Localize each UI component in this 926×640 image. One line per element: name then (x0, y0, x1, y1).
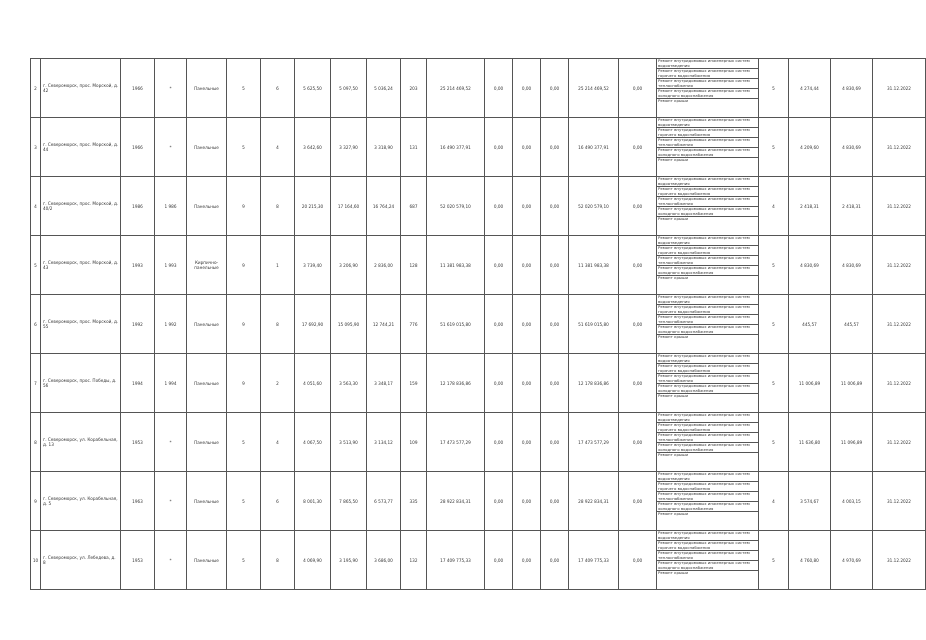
work-item: Ремонт внутридомовых инженерных систем водоотведения (657, 472, 758, 482)
other-funds-cell: 0,00 (619, 295, 657, 354)
owners-funds-cell: 12 178 836,86 (569, 354, 619, 413)
owners-funds-cell: 52 020 579,10 (569, 177, 619, 236)
completion-date-cell: 31.12.2022 (873, 295, 926, 354)
row-number: 3 (31, 118, 41, 177)
unit-cost-cell: 445,57 (789, 295, 831, 354)
wall-material-cell: Панельные (187, 177, 227, 236)
work-item: Ремонт крыши (658, 216, 689, 221)
residents-cell: 109 (401, 413, 427, 472)
work-item: Ремонт внутридомовых инженерных систем горячего водоснабжения (657, 305, 758, 315)
year-built-cell: 1994 (121, 354, 155, 413)
total-cost-cell: 16 490 377,91 (427, 118, 485, 177)
residents-cell: 132 (401, 531, 427, 590)
wall-material-cell: Панельные (187, 472, 227, 531)
work-item: Ремонт внутридомовых инженерных систем холодного водоснабжения (657, 148, 758, 158)
regional-budget-cell: 0,00 (513, 295, 541, 354)
floors-cell: 5 (227, 59, 261, 118)
table-row (31, 177, 926, 236)
residential-area-cell: 12 744,21 (367, 295, 401, 354)
residential-area-cell: 5 036,24 (367, 59, 401, 118)
municipal-budget-cell: 0,00 (541, 177, 569, 236)
max-unit-cost-cell: 4 830,69 (831, 118, 873, 177)
entrances-cell: 8 (261, 531, 295, 590)
unit-cost-cell: 4 760,80 (789, 531, 831, 590)
year-built-cell: 1963 (121, 472, 155, 531)
table-row (31, 118, 926, 177)
work-item: Ремонт внутридомовых инженерных систем холодного водоснабжения (657, 384, 758, 394)
owners-funds-cell: 11 381 983,38 (569, 236, 619, 295)
max-unit-cost-cell: 445,57 (831, 295, 873, 354)
completion-date-cell: 31.12.2022 (873, 118, 926, 177)
work-item: Ремонт внутридомовых инженерных систем теплоснабжения (657, 197, 758, 207)
total-area-cell: 3 739,40 (295, 236, 331, 295)
work-item: Ремонт внутридомовых инженерных систем теплоснабжения (657, 551, 758, 561)
fund-cost-cell: 0,00 (485, 177, 513, 236)
floors-cell: 5 (227, 531, 261, 590)
work-item: Ремонт внутридомовых инженерных систем теплоснабжения (657, 492, 758, 502)
year-commissioned-cell: * (155, 472, 187, 531)
work-item: Ремонт внутридомовых инженерных систем холодного водоснабжения (657, 561, 758, 571)
work-item: Ремонт внутридомовых инженерных систем водоотведения (657, 354, 758, 364)
residents-cell: 335 (401, 472, 427, 531)
unit-cost-cell: 3 574,67 (789, 472, 831, 531)
entrances-cell: 6 (261, 472, 295, 531)
table-row (31, 59, 926, 118)
work-type-code-cell: 4 (759, 177, 789, 236)
owners-funds-cell: 17 473 577,29 (569, 413, 619, 472)
regional-budget-cell: 0,00 (513, 354, 541, 413)
living-area-cell: 17 164,60 (331, 177, 367, 236)
residential-area-cell: 3 134,12 (367, 413, 401, 472)
work-item: Ремонт внутридомовых инженерных систем теплоснабжения (657, 433, 758, 443)
floors-cell: 5 (227, 118, 261, 177)
regional-budget-cell: 0,00 (513, 59, 541, 118)
works-list-cell (657, 472, 759, 531)
year-commissioned-cell: 1 986 (155, 177, 187, 236)
work-type-code-cell: 5 (759, 118, 789, 177)
table-row (31, 295, 926, 354)
work-item: Ремонт внутридомовых инженерных систем водоотведения (657, 295, 758, 305)
entrances-cell: 4 (261, 413, 295, 472)
entrances-cell: 2 (261, 354, 295, 413)
other-funds-cell: 0,00 (619, 236, 657, 295)
total-area-cell: 8 001,30 (295, 472, 331, 531)
work-item: Ремонт внутридомовых инженерных систем холодного водоснабжения (657, 325, 758, 335)
wall-material-cell: Панельные (187, 413, 227, 472)
entrances-cell: 6 (261, 59, 295, 118)
row-number: 7 (31, 354, 41, 413)
year-commissioned-cell: * (155, 531, 187, 590)
work-item: Ремонт крыши (658, 98, 689, 103)
total-area-cell: 17 692,90 (295, 295, 331, 354)
other-funds-cell: 0,00 (619, 472, 657, 531)
living-area-cell: 5 097,50 (331, 59, 367, 118)
work-item: Ремонт внутридомовых инженерных систем теплоснабжения (657, 138, 758, 148)
living-area-cell: 3 206,90 (331, 236, 367, 295)
residents-cell: 131 (401, 118, 427, 177)
completion-date-cell: 31.12.2022 (873, 59, 926, 118)
work-item: Ремонт внутридомовых инженерных систем водоотведения (657, 118, 758, 128)
municipal-budget-cell: 0,00 (541, 354, 569, 413)
wall-material-cell: Панельные (187, 295, 227, 354)
unit-cost-cell: 2 418,31 (789, 177, 831, 236)
municipal-budget-cell: 0,00 (541, 59, 569, 118)
address-cell: г. Североморск, прос. Морской, д. 44 (41, 118, 121, 177)
other-funds-cell: 0,00 (619, 413, 657, 472)
regional-budget-cell: 0,00 (513, 472, 541, 531)
living-area-cell: 3 195,90 (331, 531, 367, 590)
year-commissioned-cell: * (155, 118, 187, 177)
unit-cost-cell: 11 006,89 (789, 354, 831, 413)
regional-budget-cell: 0,00 (513, 118, 541, 177)
address-cell: г. Североморск, прос. Морской, д. 55 (41, 295, 121, 354)
max-unit-cost-cell: 4 970,69 (831, 531, 873, 590)
work-item: Ремонт внутридомовых инженерных систем холодного водоснабжения (657, 266, 758, 276)
year-commissioned-cell: 1 994 (155, 354, 187, 413)
address-cell: г. Североморск, прос. Победы, д. 56 (41, 354, 121, 413)
max-unit-cost-cell: 11 006,89 (831, 354, 873, 413)
year-built-cell: 1993 (121, 236, 155, 295)
municipal-budget-cell: 0,00 (541, 118, 569, 177)
work-item: Ремонт внутридомовых инженерных систем холодного водоснабжения (657, 443, 758, 453)
owners-funds-cell: 51 619 015,80 (569, 295, 619, 354)
work-item: Ремонт внутридомовых инженерных систем водоотведения (657, 177, 758, 187)
work-type-code-cell: 5 (759, 413, 789, 472)
floors-cell: 9 (227, 354, 261, 413)
work-item: Ремонт внутридомовых инженерных систем водоотведения (657, 531, 758, 541)
owners-funds-cell: 16 490 377,91 (569, 118, 619, 177)
wall-material-cell: Панельные (187, 354, 227, 413)
work-item: Ремонт внутридомовых инженерных систем водоотведения (657, 413, 758, 423)
residential-area-cell: 6 573,77 (367, 472, 401, 531)
wall-material-cell: Панельные (187, 59, 227, 118)
unit-cost-cell: 4 209,60 (789, 118, 831, 177)
row-number: 8 (31, 413, 41, 472)
max-unit-cost-cell: 2 418,31 (831, 177, 873, 236)
fund-cost-cell: 0,00 (485, 59, 513, 118)
work-item: Ремонт внутридомовых инженерных систем горячего водоснабжения (657, 423, 758, 433)
municipal-budget-cell: 0,00 (541, 531, 569, 590)
works-list-cell (657, 531, 759, 590)
total-cost-cell: 11 381 983,38 (427, 236, 485, 295)
municipal-budget-cell: 0,00 (541, 413, 569, 472)
total-cost-cell: 28 922 834,31 (427, 472, 485, 531)
total-cost-cell: 12 178 836,86 (427, 354, 485, 413)
floors-cell: 9 (227, 295, 261, 354)
entrances-cell: 8 (261, 177, 295, 236)
completion-date-cell: 31.12.2022 (873, 177, 926, 236)
works-list-cell (657, 236, 759, 295)
other-funds-cell: 0,00 (619, 177, 657, 236)
year-commissioned-cell: 1 992 (155, 295, 187, 354)
fund-cost-cell: 0,00 (485, 118, 513, 177)
fund-cost-cell: 0,00 (485, 354, 513, 413)
owners-funds-cell: 17 409 775,33 (569, 531, 619, 590)
other-funds-cell: 0,00 (619, 354, 657, 413)
max-unit-cost-cell: 4 830,69 (831, 59, 873, 118)
year-built-cell: 1986 (121, 177, 155, 236)
work-type-code-cell: 5 (759, 354, 789, 413)
total-area-cell: 3 642,60 (295, 118, 331, 177)
row-number: 9 (31, 472, 41, 531)
residents-cell: 203 (401, 59, 427, 118)
work-type-code-cell: 4 (759, 472, 789, 531)
total-area-cell: 5 625,50 (295, 59, 331, 118)
living-area-cell: 3 513,90 (331, 413, 367, 472)
row-number: 10 (31, 531, 41, 590)
total-area-cell: 4 069,90 (295, 531, 331, 590)
address-cell: г. Североморск, ул. Корабельная, д. 13 (41, 413, 121, 472)
work-item: Ремонт внутридомовых инженерных систем теплоснабжения (657, 256, 758, 266)
work-item: Ремонт внутридомовых инженерных систем теплоснабжения (657, 79, 758, 89)
fund-cost-cell: 0,00 (485, 236, 513, 295)
other-funds-cell: 0,00 (619, 118, 657, 177)
residential-area-cell: 3 318,90 (367, 118, 401, 177)
works-list-cell (657, 59, 759, 118)
owners-funds-cell: 28 922 834,31 (569, 472, 619, 531)
other-funds-cell: 0,00 (619, 531, 657, 590)
address-cell: г. Североморск, прос. Морской, д. 40/2 (41, 177, 121, 236)
municipal-budget-cell: 0,00 (541, 295, 569, 354)
max-unit-cost-cell: 11 096,89 (831, 413, 873, 472)
work-type-code-cell: 5 (759, 531, 789, 590)
total-cost-cell: 52 020 579,10 (427, 177, 485, 236)
work-type-code-cell: 5 (759, 295, 789, 354)
municipal-budget-cell: 0,00 (541, 472, 569, 531)
regional-budget-cell: 0,00 (513, 177, 541, 236)
work-type-code-cell: 5 (759, 59, 789, 118)
year-commissioned-cell: * (155, 413, 187, 472)
work-item: Ремонт внутридомовых инженерных систем горячего водоснабжения (657, 541, 758, 551)
work-item: Ремонт внутридомовых инженерных систем горячего водоснабжения (657, 482, 758, 492)
work-item: Ремонт внутридомовых инженерных систем холодного водоснабжения (657, 207, 758, 217)
table-row (31, 236, 926, 295)
year-built-cell: 1966 (121, 59, 155, 118)
address-cell: г. Североморск, ул. Корабельная, д. 5 (41, 472, 121, 531)
works-list-cell (657, 118, 759, 177)
works-list-cell (657, 354, 759, 413)
year-built-cell: 1992 (121, 295, 155, 354)
table-row (31, 413, 926, 472)
residential-area-cell: 2 836,00 (367, 236, 401, 295)
regional-budget-cell: 0,00 (513, 413, 541, 472)
work-item: Ремонт внутридомовых инженерных систем водоотведения (657, 59, 758, 69)
row-number: 2 (31, 59, 41, 118)
wall-material-cell: Панельные (187, 118, 227, 177)
year-commissioned-cell: * (155, 59, 187, 118)
floors-cell: 5 (227, 472, 261, 531)
floors-cell: 9 (227, 177, 261, 236)
floors-cell: 5 (227, 413, 261, 472)
max-unit-cost-cell: 4 830,69 (831, 236, 873, 295)
residents-cell: 687 (401, 177, 427, 236)
work-item: Ремонт внутридомовых инженерных систем горячего водоснабжения (657, 187, 758, 197)
total-area-cell: 4 051,60 (295, 354, 331, 413)
work-type-code-cell: 5 (759, 236, 789, 295)
row-number: 4 (31, 177, 41, 236)
residents-cell: 159 (401, 354, 427, 413)
completion-date-cell: 31.12.2022 (873, 413, 926, 472)
total-cost-cell: 51 619 015,80 (427, 295, 485, 354)
year-built-cell: 1953 (121, 413, 155, 472)
living-area-cell: 15 095,90 (331, 295, 367, 354)
fund-cost-cell: 0,00 (485, 531, 513, 590)
residential-area-cell: 3 348,17 (367, 354, 401, 413)
entrances-cell: 4 (261, 118, 295, 177)
works-list-cell (657, 177, 759, 236)
work-item: Ремонт крыши (658, 452, 689, 457)
housing-register-table (30, 58, 926, 590)
unit-cost-cell: 11 636,80 (789, 413, 831, 472)
year-built-cell: 1966 (121, 118, 155, 177)
wall-material-cell: Панельные (187, 531, 227, 590)
living-area-cell: 3 563,30 (331, 354, 367, 413)
completion-date-cell: 31.12.2022 (873, 236, 926, 295)
work-item: Ремонт внутридомовых инженерных систем горячего водоснабжения (657, 128, 758, 138)
residential-area-cell: 16 764,24 (367, 177, 401, 236)
total-cost-cell: 17 473 577,29 (427, 413, 485, 472)
floors-cell: 9 (227, 236, 261, 295)
work-item: Ремонт внутридомовых инженерных систем теплоснабжения (657, 374, 758, 384)
table-row (31, 472, 926, 531)
year-commissioned-cell: 1 993 (155, 236, 187, 295)
work-item: Ремонт крыши (658, 511, 689, 516)
total-area-cell: 4 067,50 (295, 413, 331, 472)
residents-cell: 128 (401, 236, 427, 295)
entrances-cell: 8 (261, 295, 295, 354)
entrances-cell: 1 (261, 236, 295, 295)
total-cost-cell: 17 409 775,33 (427, 531, 485, 590)
address-cell: г. Североморск, прос. Морской, д. 43 (41, 236, 121, 295)
fund-cost-cell: 0,00 (485, 472, 513, 531)
work-item: Ремонт внутридомовых инженерных систем водоотведения (657, 236, 758, 246)
address-cell: г. Североморск, прос. Морской, д. 42 (41, 59, 121, 118)
living-area-cell: 3 327,90 (331, 118, 367, 177)
work-item: Ремонт крыши (658, 570, 689, 575)
row-number: 6 (31, 295, 41, 354)
total-cost-cell: 25 214 469,52 (427, 59, 485, 118)
total-area-cell: 20 215,30 (295, 177, 331, 236)
wall-material-cell: Кирпично-панельные (187, 236, 227, 295)
residents-cell: 776 (401, 295, 427, 354)
completion-date-cell: 31.12.2022 (873, 531, 926, 590)
works-list-cell (657, 295, 759, 354)
other-funds-cell: 0,00 (619, 59, 657, 118)
row-number: 5 (31, 236, 41, 295)
address-cell: г. Североморск, ул. Лебедева, д. 8 (41, 531, 121, 590)
municipal-budget-cell: 0,00 (541, 236, 569, 295)
unit-cost-cell: 4 830,69 (789, 236, 831, 295)
completion-date-cell: 31.12.2022 (873, 354, 926, 413)
work-item: Ремонт крыши (658, 275, 689, 280)
work-item: Ремонт внутридомовых инженерных систем горячего водоснабжения (657, 246, 758, 256)
work-item: Ремонт внутридомовых инженерных систем горячего водоснабжения (657, 364, 758, 374)
table-row (31, 354, 926, 413)
year-built-cell: 1953 (121, 531, 155, 590)
work-item: Ремонт внутридомовых инженерных систем теплоснабжения (657, 315, 758, 325)
table-row (31, 531, 926, 590)
unit-cost-cell: 4 274,44 (789, 59, 831, 118)
work-item: Ремонт крыши (658, 334, 689, 339)
living-area-cell: 7 865,50 (331, 472, 367, 531)
max-unit-cost-cell: 4 003,15 (831, 472, 873, 531)
fund-cost-cell: 0,00 (485, 413, 513, 472)
work-item: Ремонт внутридомовых инженерных систем холодного водоснабжения (657, 89, 758, 99)
regional-budget-cell: 0,00 (513, 531, 541, 590)
work-item: Ремонт внутридомовых инженерных систем горячего водоснабжения (657, 69, 758, 79)
works-list-cell (657, 413, 759, 472)
work-item: Ремонт крыши (658, 393, 689, 398)
work-item: Ремонт внутридомовых инженерных систем холодного водоснабжения (657, 502, 758, 512)
residential-area-cell: 3 686,00 (367, 531, 401, 590)
completion-date-cell: 31.12.2022 (873, 472, 926, 531)
fund-cost-cell: 0,00 (485, 295, 513, 354)
owners-funds-cell: 25 214 469,52 (569, 59, 619, 118)
regional-budget-cell: 0,00 (513, 236, 541, 295)
work-item: Ремонт крыши (658, 157, 689, 162)
